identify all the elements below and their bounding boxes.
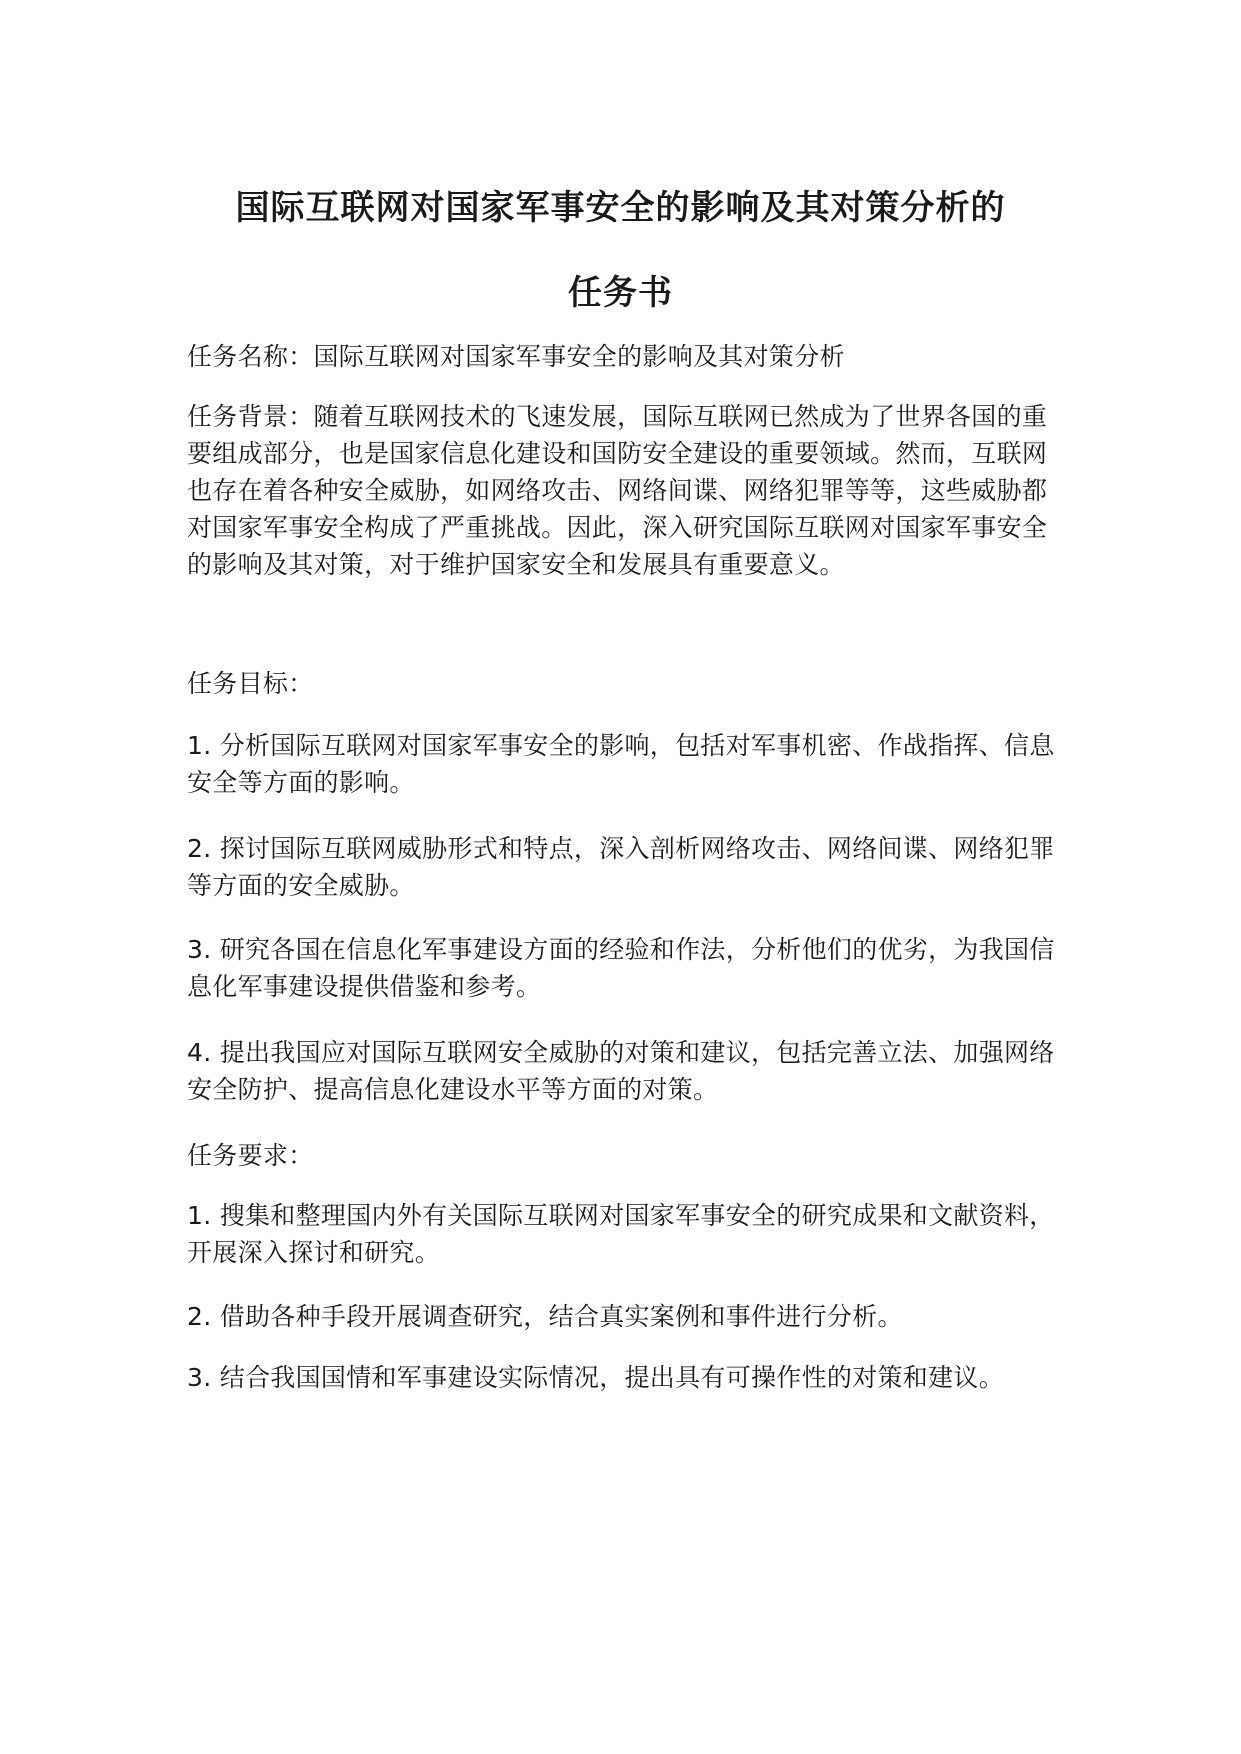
goals-heading: 任务目标： bbox=[187, 669, 314, 698]
goal-item-4: 4. 提出我国应对国际互联网安全威胁的对策和建议，包括完善立法、加强网络安全防护、提高信息化建设水平等方面的对策。 bbox=[187, 1038, 1055, 1104]
goal-item-2: 2. 探讨国际互联网威胁形式和特点，深入剖析网络攻击、网络间谍、网络犯罪等方面的安全威胁。 bbox=[187, 834, 1055, 900]
requirement-item-1: 1. 搜集和整理国内外有关国际互联网对国家军事安全的研究成果和文献资料，开展深入探讨和研究。 bbox=[187, 1201, 1055, 1267]
requirement-item-2: 2. 借助各种手段开展调查研究，结合真实案例和事件进行分析。 bbox=[187, 1302, 903, 1331]
document-title-line-1: 国际互联网对国家军事安全的影响及其对策分析的 bbox=[235, 188, 1006, 228]
task-background: 任务背景：随着互联网技术的飞速发展，国际互联网已然成为了世界各国的重要组成部分，也是国家信息化建设和国防安全建设的重要领域。然而，互联网也存在着各种安全威胁，如网络攻击、网络间谍、网络犯罪等等，这些威胁都对国家军事安全构成了严重挑战。因此，深入研究国际互联网对国家军事安全的影响及其对策，对于维护国家安全和发展具有重要意义。 bbox=[187, 402, 1048, 579]
goal-item-1: 1. 分析国际互联网对国家军事安全的影响，包括对军事机密、作战指挥、信息安全等方面的影响。 bbox=[187, 731, 1055, 797]
requirements-heading: 任务要求： bbox=[187, 1141, 314, 1170]
requirement-item-3: 3. 结合我国国情和军事建设实际情况，提出具有可操作性的对策和建议。 bbox=[187, 1363, 1005, 1392]
goal-item-3: 3. 研究各国在信息化军事建设方面的经验和作法，分析他们的优劣，为我国信息化军事建设提供借鉴和参考。 bbox=[187, 935, 1055, 1001]
document-title-line-2: 任务书 bbox=[568, 273, 673, 313]
task-name: 任务名称：国际互联网对国家军事安全的影响及其对策分析 bbox=[187, 342, 845, 371]
